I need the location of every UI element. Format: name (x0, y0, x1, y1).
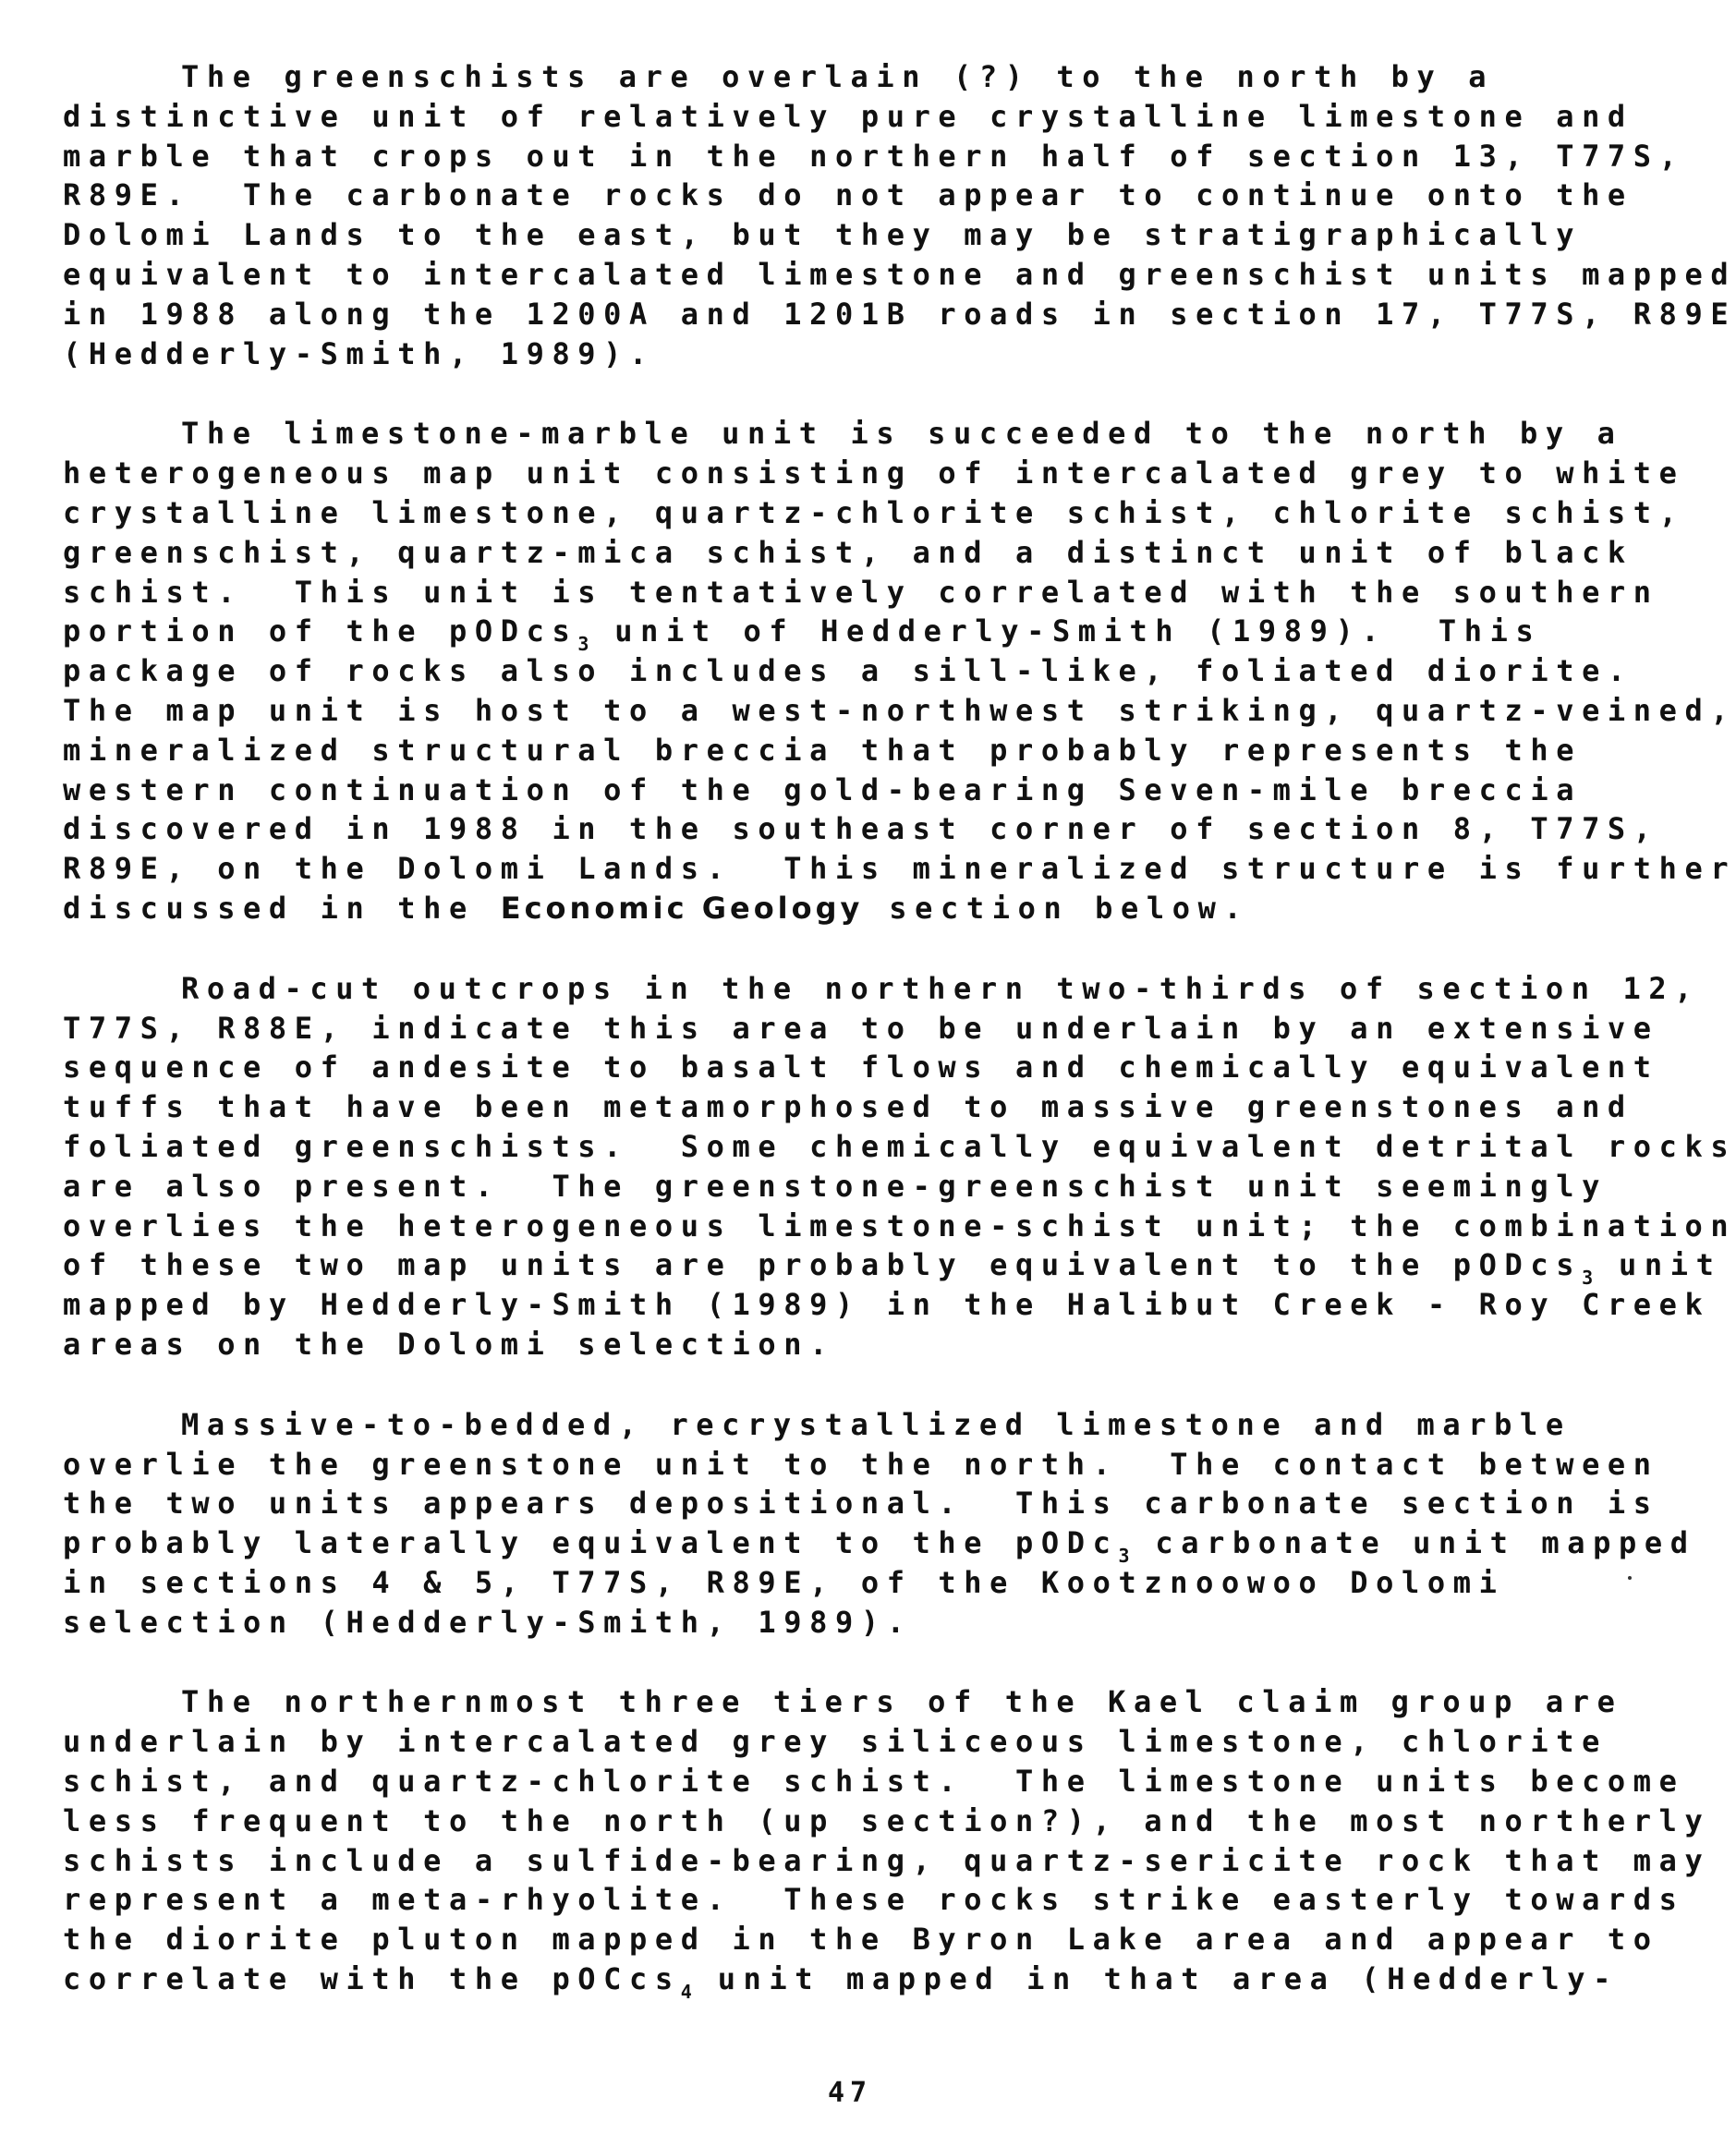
line-text: Dolomi Lands to the east, but they may be stratigraphically (63, 217, 1583, 253)
text-line (63, 1880, 1685, 1920)
text-line (63, 1127, 1736, 1167)
line-text: mapped by Hedderly-Smith (1989) in the Halibut Creek - Roy Creek (63, 1287, 1711, 1323)
text-line (63, 1801, 1711, 1841)
line-text: correlate with the pOCcs (63, 1961, 681, 1997)
paragraph (63, 414, 1736, 928)
text-line (63, 1484, 1659, 1523)
line-text: schist. This unit is tentatively correlated with the southern (63, 574, 1659, 610)
line-text: heterogeneous map unit consisting of intercalated grey to white (63, 455, 1685, 491)
paragraph (63, 1682, 1711, 2004)
subscript: 3 (577, 633, 589, 656)
line-text: greenschist, quartz-mica schist, and a distinct unit of black (63, 534, 1633, 570)
line-text: of these two map units are probably equivalent to the pODcs (63, 1247, 1583, 1283)
text-line (63, 1841, 1711, 1881)
line-text-continued: section below. (863, 890, 1250, 926)
line-text: The limestone-marble unit is succeeded to the north by a (181, 416, 1623, 452)
text-line (63, 454, 1685, 493)
document-page (63, 57, 1736, 2040)
line-text: the diorite pluton mapped in the Byron Lake area and appear to (63, 1922, 1659, 1958)
text-line (63, 1762, 1685, 1801)
text-line (63, 1682, 1633, 1722)
line-text: package of rocks also includes a sill-like, foliated diorite. (63, 653, 1633, 689)
line-text: T77S, R88E, indicate this area to be underlain by an extensive (63, 1010, 1659, 1046)
text-line (63, 809, 1659, 849)
text-line (63, 215, 1633, 255)
line-text: overlies the heterogeneous limestone-schist unit; the combination (63, 1207, 1736, 1243)
line-text: equivalent to intercalated limestone and greenschist units mapped (63, 256, 1736, 292)
line-text-continued: unit (1593, 1247, 1722, 1283)
text-line (63, 1285, 1711, 1325)
paragraph (63, 57, 1736, 373)
text-line (63, 1009, 1659, 1049)
text-line (63, 1207, 1736, 1246)
text-line (63, 57, 1633, 97)
text-line (63, 255, 1736, 295)
text-line (63, 651, 1633, 691)
line-text: tuffs that have been metamorphosed to massive greenstones and (63, 1089, 1633, 1125)
line-text-continued: unit of Hedderly-Smith (1989). This (589, 613, 1542, 649)
subscript: 4 (680, 1981, 692, 2004)
line-text: discussed in the (63, 890, 501, 926)
text-line (63, 1722, 1633, 1762)
line-text: distinctive unit of relatively pure crystalline limestone and (63, 98, 1633, 134)
text-line (63, 612, 1633, 656)
subscript: 3 (1582, 1267, 1594, 1290)
text-line (63, 334, 1633, 374)
text-line (63, 1405, 1633, 1445)
text-line (63, 1523, 1696, 1568)
line-text: areas on the Dolomi selection. (63, 1326, 835, 1362)
line-text: portion of the pODcs (63, 613, 578, 649)
line-text: Massive-to-bedded, recrystallized limestone and marble (181, 1406, 1572, 1442)
text-line (63, 1048, 1659, 1087)
text-line (63, 533, 1633, 573)
line-text: R89E. The carbonate rocks do not appear to continue onto the (63, 177, 1633, 213)
text-line (63, 1603, 1633, 1643)
paragraph (63, 969, 1736, 1365)
line-text: marble that crops out in the northern half of section 13, T77S, (63, 138, 1685, 174)
line-text: in sections 4 & 5, T77S, R89E, of the Kootznoowoo Dolomi (63, 1564, 1505, 1600)
text-line (63, 493, 1685, 533)
line-text: discovered in 1988 in the southeast corner of section 8, T77S, (63, 811, 1659, 847)
text-line (63, 97, 1633, 137)
line-text: R89E, on the Dolomi Lands. This mineralized structure is further (63, 851, 1736, 887)
text-line (63, 1087, 1633, 1127)
text-line (63, 1445, 1659, 1485)
line-text: are also present. The greenstone-greenschist unit seemingly (63, 1168, 1608, 1204)
line-text: The map unit is host to a west-northwest striking, quartz-veined, (63, 692, 1736, 728)
text-line (63, 176, 1633, 215)
paragraph (63, 1405, 1696, 1643)
text-line (63, 1920, 1659, 1959)
line-text: schists include a sulfide-bearing, quartz-sericite rock that may (63, 1842, 1711, 1878)
line-text: in 1988 along the 1200A and 1201B roads in section 17, T77S, R89E (63, 296, 1736, 332)
line-text: probably laterally equivalent to the pODc (63, 1525, 1119, 1561)
text-line (63, 1245, 1722, 1290)
scan-speck (1628, 1576, 1632, 1580)
line-text: sequence of andesite to basalt flows and chemically equivalent (63, 1049, 1659, 1086)
text-line (63, 1167, 1633, 1207)
line-text: crystalline limestone, quartz-chlorite schist, chlorite schist, (63, 494, 1685, 530)
page-number: 47 (827, 2077, 873, 2109)
text-line (63, 1325, 1633, 1365)
line-text: Road-cut outcrops in the northern two-thirds of section 12, (181, 970, 1701, 1006)
subscript: 3 (1118, 1545, 1130, 1568)
text-line (63, 770, 1633, 810)
line-text: The greenschists are overlain (?) to the north by a (181, 59, 1495, 94)
line-text: less frequent to the north (up section?), and the most northerly (63, 1802, 1711, 1838)
line-text: The northernmost three tiers of the Kael claim group are (181, 1684, 1623, 1720)
line-text: represent a meta-rhyolite. These rocks strike easterly towards (63, 1882, 1685, 1918)
line-text-continued: carbonate unit mapped (1129, 1525, 1696, 1561)
line-text: (Hedderly-Smith, 1989). (63, 335, 655, 371)
text-line (63, 849, 1736, 889)
text-line (63, 414, 1633, 454)
line-text: the two units appears depositional. This carbonate section is (63, 1486, 1659, 1522)
text-line (63, 573, 1659, 613)
line-text: western continuation of the gold-bearing Seven-mile breccia (63, 771, 1583, 807)
section-reference: Economic Geology (500, 890, 864, 926)
text-line (63, 731, 1633, 770)
text-line (63, 691, 1736, 731)
line-text: schist, and quartz-chlorite schist. The limestone units become (63, 1764, 1685, 1800)
line-text-continued: unit mapped in that area (Hedderly- (691, 1961, 1619, 1997)
text-line (63, 1959, 1633, 2004)
line-text: mineralized structural breccia that probably represents the (63, 732, 1583, 768)
text-line (63, 137, 1685, 176)
text-line (63, 1563, 1633, 1603)
line-text: selection (Hedderly-Smith, 1989). (63, 1604, 913, 1640)
text-line (63, 969, 1701, 1009)
line-text: foliated greenschists. Some chemically equivalent detrital rocks (63, 1128, 1736, 1164)
line-text: overlie the greenstone unit to the north. The contact between (63, 1446, 1659, 1482)
line-text: underlain by intercalated grey siliceous limestone, chlorite (63, 1724, 1608, 1760)
text-line (63, 295, 1736, 334)
text-line (63, 889, 1633, 928)
